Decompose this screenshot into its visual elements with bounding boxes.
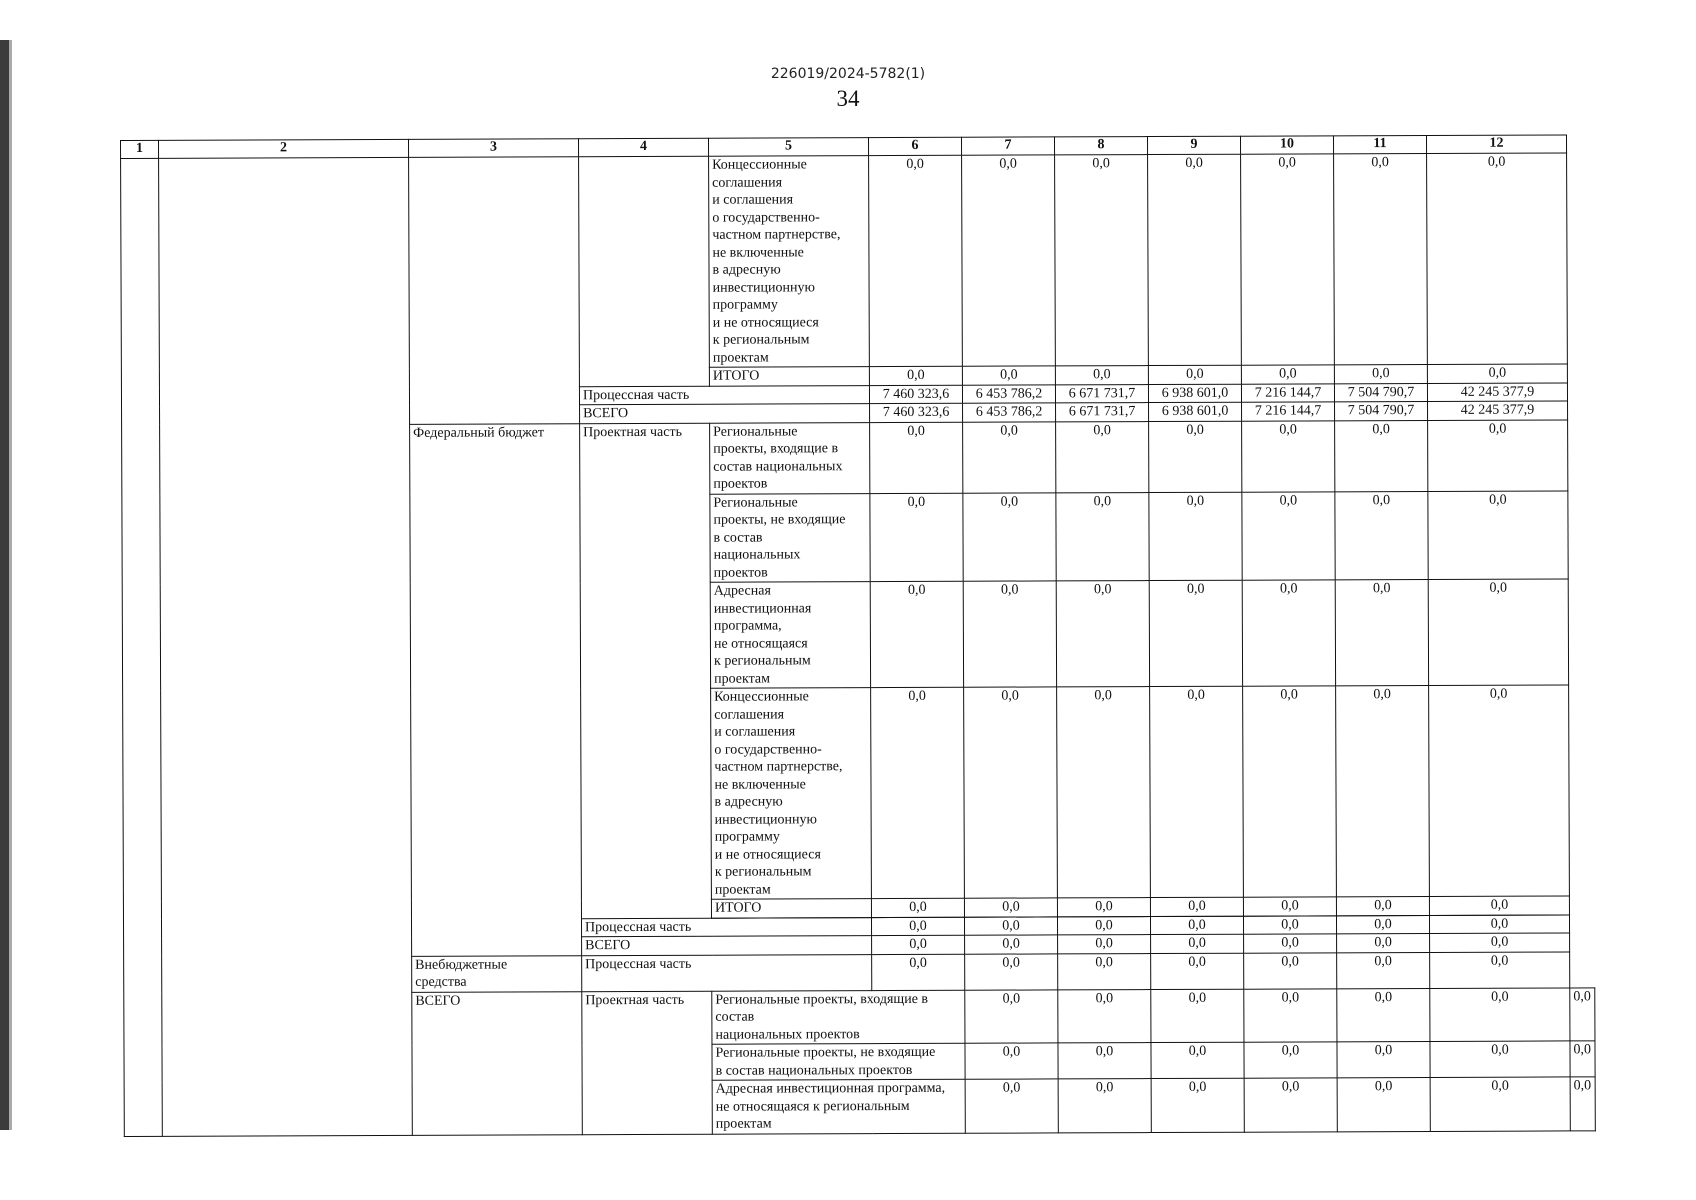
value-cell: 0,0 — [1335, 491, 1428, 580]
value-cell: 0,0 — [1430, 987, 1570, 1041]
value-cell: 6 671 731,7 — [1055, 384, 1148, 403]
row-label: ВСЕГО — [582, 936, 872, 956]
value-cell: 0,0 — [1241, 154, 1335, 365]
value-cell: 7 504 790,7 — [1334, 383, 1427, 402]
value-cell: 6 453 786,2 — [963, 403, 1056, 422]
value-cell: 0,0 — [1430, 1041, 1570, 1078]
row-label-text: Адресная инвестиционная программа, не относящаяся к региональным проектам — [715, 1080, 946, 1132]
value-cell: 0,0 — [964, 898, 1057, 917]
row-label: Процессная часть — [581, 917, 871, 937]
value-cell: 0,0 — [1428, 490, 1568, 579]
value-cell: 0,0 — [1058, 1079, 1151, 1133]
row-group-label — [412, 955, 582, 992]
page-number: 34 — [836, 86, 860, 111]
value-cell: 0,0 — [869, 366, 962, 385]
value-cell: 0,0 — [1149, 492, 1242, 581]
value-cell: 0,0 — [1151, 989, 1244, 1043]
value-cell: 0,0 — [871, 898, 964, 917]
cell-col3 — [409, 157, 580, 424]
value-cell: 0,0 — [1337, 1041, 1430, 1077]
value-cell: 0,0 — [963, 492, 1056, 581]
value-cell: 0,0 — [964, 916, 1057, 935]
value-cell: 0,0 — [1058, 989, 1151, 1043]
col-header: 6 — [868, 137, 961, 155]
value-cell: 0,0 — [1056, 421, 1149, 492]
value-cell: 0,0 — [1055, 366, 1148, 385]
row-group-label: Федеральный бюджет — [410, 423, 582, 956]
row-label: ИТОГО — [711, 899, 871, 918]
value-cell: 7 216 144,7 — [1241, 383, 1334, 402]
value-cell: 6 938 601,0 — [1148, 384, 1241, 403]
value-cell: 0,0 — [1148, 365, 1241, 384]
value-cell: 0,0 — [1337, 952, 1430, 988]
value-cell: 6 671 731,7 — [1056, 403, 1149, 422]
value-cell: 0,0 — [1244, 1042, 1337, 1078]
value-cell: 0,0 — [1056, 492, 1149, 581]
table-container — [120, 134, 1595, 1136]
value-cell: 0,0 — [1335, 420, 1428, 491]
row-group-label: Проектная часть — [580, 423, 712, 918]
value-cell: 0,0 — [1430, 1077, 1570, 1131]
col-header: 2 — [159, 139, 409, 158]
col-header: 7 — [961, 137, 1054, 155]
row-label — [709, 156, 870, 368]
scan-edge — [0, 40, 9, 1130]
value-cell: 0,0 — [870, 422, 963, 493]
value-cell: 0,0 — [1151, 934, 1244, 953]
row-label-text: Адресная инвестиционная программа, не относящаяся к региональным проектам — [713, 583, 812, 687]
value-cell: 0,0 — [965, 1043, 1058, 1079]
value-cell: 0,0 — [869, 155, 963, 366]
value-cell: 0,0 — [1244, 952, 1337, 988]
row-label — [712, 1043, 965, 1080]
value-cell: 0,0 — [1337, 988, 1430, 1042]
value-cell: 0,0 — [1570, 987, 1595, 1041]
row-label — [711, 688, 872, 900]
value-cell: 0,0 — [1150, 686, 1244, 897]
col-header: 12 — [1426, 135, 1566, 154]
value-cell: 0,0 — [870, 493, 963, 582]
value-cell: 7 460 323,6 — [870, 403, 963, 422]
row-group-label-text: Внебюджетные средства — [415, 957, 508, 990]
col-header: 1 — [121, 140, 159, 158]
row-label-text: Региональные проекты, входящие в состав национальных проектов — [715, 991, 929, 1043]
value-cell: 0,0 — [1570, 1041, 1595, 1077]
value-cell: 0,0 — [1148, 154, 1242, 365]
value-cell: 0,0 — [1243, 915, 1336, 934]
value-cell: 0,0 — [1336, 915, 1429, 934]
value-cell: 0,0 — [872, 954, 965, 990]
value-cell: 0,0 — [1336, 896, 1429, 915]
value-cell: 0,0 — [1334, 153, 1428, 364]
value-cell: 0,0 — [963, 421, 1056, 492]
value-cell: 7 460 323,6 — [869, 385, 962, 404]
row-label: ИТОГО — [709, 367, 869, 386]
value-cell: 0,0 — [965, 989, 1058, 1043]
value-cell: 0,0 — [1430, 933, 1570, 952]
value-cell: 7 504 790,7 — [1335, 401, 1428, 420]
value-cell: 0,0 — [1055, 155, 1149, 366]
value-cell: 0,0 — [1057, 916, 1150, 935]
value-cell: 0,0 — [1151, 1078, 1244, 1132]
value-cell: 7 216 144,7 — [1242, 402, 1335, 421]
col-header: 4 — [578, 138, 708, 156]
value-cell: 0,0 — [872, 935, 965, 954]
col-header: 9 — [1147, 136, 1240, 154]
row-label — [712, 990, 965, 1044]
row-label-text: Концессионные соглашения и соглашения о государственно- частном партнерстве, не включенные в адресную инвестиционную программу и не относящиеся к региональным проектам — [714, 689, 843, 898]
row-label-text: Региональные проекты, не входящие в состав национальных проектов — [713, 494, 846, 581]
value-cell: 0,0 — [1337, 1077, 1430, 1131]
value-cell: 0,0 — [1429, 896, 1569, 915]
value-cell: 0,0 — [1335, 579, 1428, 685]
value-cell: 0,0 — [1244, 1078, 1337, 1132]
row-label — [710, 493, 870, 582]
col-header: 10 — [1240, 136, 1333, 154]
row-label — [712, 1079, 965, 1133]
value-cell: 0,0 — [1056, 581, 1149, 687]
value-cell: 0,0 — [871, 687, 965, 898]
value-cell: 0,0 — [1427, 153, 1568, 365]
value-cell: 0,0 — [1057, 687, 1151, 898]
value-cell: 0,0 — [1151, 953, 1244, 989]
scan-edge-shadow — [9, 40, 12, 1130]
value-cell: 0,0 — [1057, 898, 1150, 917]
value-cell: 0,0 — [1243, 686, 1337, 897]
value-cell: 0,0 — [1244, 934, 1337, 953]
value-cell: 0,0 — [1242, 580, 1335, 686]
table-row — [121, 153, 1592, 370]
col-header: 5 — [708, 138, 868, 157]
value-cell: 0,0 — [1427, 364, 1567, 383]
row-label-text: Региональные проекты, не входящие в состав национальных проектов — [715, 1044, 936, 1079]
col-header: 3 — [408, 139, 578, 158]
cell-col2 — [159, 157, 413, 1135]
cell-col4 — [579, 156, 710, 386]
value-cell: 0,0 — [1337, 933, 1430, 952]
value-cell: 0,0 — [1242, 420, 1335, 491]
value-cell: 0,0 — [964, 687, 1058, 898]
row-label: Процессная часть — [582, 954, 872, 991]
value-cell: 0,0 — [1336, 685, 1430, 896]
value-cell: 0,0 — [1241, 365, 1334, 384]
row-group-label: ВСЕГО — [412, 991, 583, 1135]
value-cell: 0,0 — [1428, 419, 1568, 491]
value-cell: 0,0 — [1150, 916, 1243, 935]
value-cell: 0,0 — [870, 581, 963, 687]
row-label-text: Региональные проекты, входящие в состав национальных проектов — [713, 423, 843, 492]
value-cell: 0,0 — [962, 155, 1056, 366]
value-cell: 0,0 — [1242, 491, 1335, 580]
value-cell: 0,0 — [1151, 1042, 1244, 1078]
row-label — [710, 582, 870, 689]
value-cell: 0,0 — [1058, 1043, 1151, 1079]
row-group-label: Проектная часть — [582, 991, 713, 1134]
row-label-text: Концессионные соглашения и соглашения о государственно- частном партнерстве, не включенные в адресную инвестиционную программу и не относящиеся к региональным проектам — [712, 157, 841, 366]
value-cell: 0,0 — [1429, 685, 1570, 897]
value-cell: 0,0 — [1428, 579, 1568, 686]
value-cell: 0,0 — [965, 935, 1058, 954]
value-cell: 42 245 377,9 — [1428, 401, 1568, 420]
value-cell: 0,0 — [1058, 935, 1151, 954]
budget-table — [120, 134, 1595, 1136]
value-cell: 0,0 — [965, 953, 1058, 989]
value-cell: 6 938 601,0 — [1149, 402, 1242, 421]
value-cell: 0,0 — [871, 917, 964, 936]
value-cell: 42 245 377,9 — [1427, 382, 1567, 401]
value-cell: 0,0 — [1058, 953, 1151, 989]
value-cell: 0,0 — [1429, 914, 1569, 933]
col-header: 8 — [1054, 137, 1147, 155]
value-cell: 0,0 — [1149, 421, 1242, 492]
value-cell: 0,0 — [1150, 897, 1243, 916]
document-number: 226019/2024-5782(1) — [770, 66, 926, 82]
row-label: Процессная часть — [579, 385, 869, 405]
value-cell: 0,0 — [963, 581, 1056, 687]
value-cell: 0,0 — [962, 366, 1055, 385]
value-cell: 0,0 — [1244, 988, 1337, 1042]
value-cell: 6 453 786,2 — [962, 384, 1055, 403]
value-cell: 0,0 — [1243, 897, 1336, 916]
row-label: ВСЕГО — [580, 404, 870, 424]
value-cell: 0,0 — [1430, 951, 1570, 988]
row-label — [710, 422, 870, 494]
col-header: 11 — [1333, 135, 1426, 153]
value-cell: 0,0 — [965, 1079, 1058, 1133]
value-cell: 0,0 — [1149, 580, 1242, 686]
cell-col1 — [121, 158, 163, 1136]
value-cell: 0,0 — [1334, 364, 1427, 383]
value-cell: 0,0 — [1570, 1077, 1595, 1131]
